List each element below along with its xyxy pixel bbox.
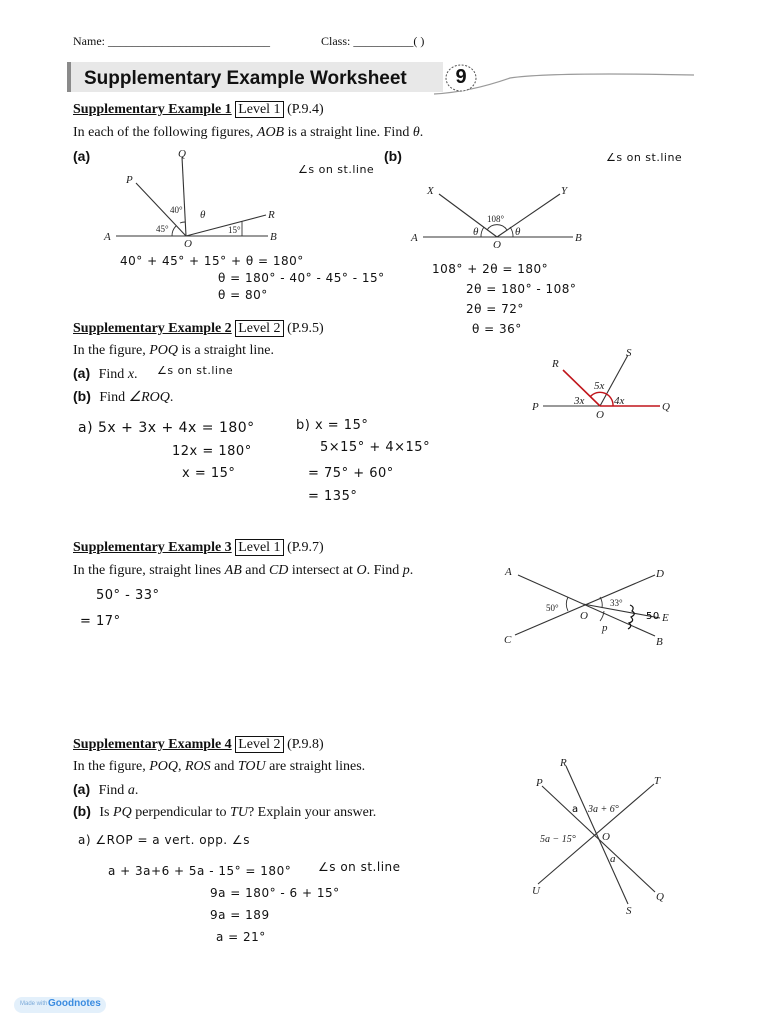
ex3-q-p: p [402,563,410,578]
ex4-q-poq: POQ [149,759,178,774]
ex1-q-aob: AOB [256,125,285,140]
fig4-angle-5a15: 5a − 15° [540,834,576,845]
ex4-part-b-mid: perpendicular to [131,805,231,820]
ex2-part-b [73,388,173,406]
ex4-ref: (P.9.8) [287,737,324,752]
class-field-label: Class: __________( ) [321,34,425,48]
ex1-figure-b [405,180,595,252]
fig1b-angle-theta2: θ [515,226,521,238]
ex2-part-a-text: Find [98,367,128,382]
ex1-question [73,125,423,141]
ex2-level: Level 2 [235,320,283,337]
ex1b-hw-line4: θ = 36° [472,322,522,336]
ex4-level: Level 2 [235,736,283,753]
ex1-q-end: . [419,125,424,140]
fig4-angle-3a6: 3a + 6° [588,804,619,815]
goodnotes-logo-text: Goodnotes [48,998,101,1009]
ex4-q-tou: TOU [237,759,266,774]
ex2a-hw-line2: 12x = 180° [172,444,252,459]
fig1a-label-p: P [126,174,133,186]
ex1-heading [73,102,324,118]
ex3-q-ab: AB [224,563,242,578]
ray-or [186,215,266,236]
ex4-hw-line3: 9a = 180° - 6 + 15° [210,886,340,900]
ex1-part-b-label: (b) [384,148,402,164]
ex1b-hw-line2: 2θ = 180° - 108° [466,282,577,296]
ex4-q-and: and [210,759,238,774]
ex1a-hw-reason: ∠s on st.line [298,163,375,176]
ex3-level: Level 1 [235,539,283,556]
ex2-part-b-text: Find [99,390,129,405]
ex2b-hw-line3: = 75° + 60° [308,466,394,481]
ex4-hw-line4: 9a = 189 [210,908,270,922]
fig1a-angle-40: 40° [170,205,183,215]
fig4-label-p: P [536,777,543,789]
ex4-question [73,759,365,775]
ex4-hw-line1: a) ∠ROP = a vert. opp. ∠s [78,833,250,847]
fig1a-label-q: Q [178,148,186,160]
ex4-part-a-var: a [127,783,135,798]
ex2-hw-reason: ∠s on st.line [157,364,234,377]
fig4-label-s: S [626,905,632,917]
ex3-q-text: In the figure, straight lines [73,563,225,578]
worksheet-title: Supplementary Example Worksheet [84,68,407,89]
ex3-q-find: . Find [366,563,403,578]
ex2-part-b-end: . [169,390,174,405]
fig4-angle-a-top: a [572,804,579,815]
fig4-label-q: Q [656,891,664,903]
ray-oq [182,157,186,236]
ex2-title: Supplementary Example 2 [73,321,232,336]
fig2-label-p: P [532,401,539,413]
ex1-part-a-label: (a) [73,148,91,164]
ray-oy [497,194,560,237]
ex4-q-end: are straight lines. [265,759,366,774]
fig1b-angle-108: 108° [487,214,505,224]
fig1a-angle-45: 45° [156,224,169,234]
ex3-q-and: and [241,563,269,578]
ex4-part-a [73,781,138,799]
ex1-q-theta: θ [412,125,420,140]
fig1b-label-y: Y [561,185,568,197]
ex3-heading [73,540,324,556]
fig1a-label-r: R [268,209,275,221]
fig1b-label-a: A [411,232,418,244]
ex2-part-a-var: x [127,367,135,382]
ex2a-hw-line1: a) 5x + 3x + 4x = 180° [78,420,255,436]
ex2-question [73,343,274,359]
ex3-ref: (P.9.7) [287,540,324,555]
fig4-angle-a-bottom: a [610,853,616,865]
ex1b-hw-reason: ∠s on st.line [606,151,683,164]
fig4-label-r: R [560,757,567,769]
fig3-label-e: E [662,612,669,624]
ex3-hw-line2: = 17° [80,614,121,629]
fig3-angle-p: p [602,622,608,634]
fig2-angle-5x: 5x [594,380,605,392]
chapter-number: 9 [455,66,467,88]
fig2-label-r: R [552,358,559,370]
made-with-label: Made with [20,1001,48,1007]
ex4-part-b-end: ? Explain your answer. [247,805,377,820]
ex2b-hw-line1: b) x = 15° [296,418,369,433]
ex3-q-cd: CD [268,563,289,578]
ex2-part-a-label: (a) [73,365,91,381]
ex4-figure [520,752,680,922]
fig3-angle-33: 33° [610,598,623,608]
ex4-part-b [73,803,376,821]
ex2-part-b-var: ∠ROQ [128,390,170,405]
fig2-angle-3x: 3x [574,395,585,407]
ex4-part-b-label: (b) [73,803,91,819]
fig3-label-o: O [580,610,588,622]
ex2-part-a [73,365,138,383]
ex3-figure [500,563,690,648]
ex4-part-a-label: (a) [73,781,91,797]
line-cd [515,575,655,635]
fig3-label-a: A [505,566,512,578]
ex1-q-text: In each of the following figures, [73,125,257,140]
ex4-hw-line5: a = 21° [216,930,266,944]
ex2-part-a-end: . [134,367,138,382]
ex1a-hw-line1: 40° + 45° + 15° + θ = 180° [120,254,304,268]
ex1a-hw-line2: θ = 180° - 40° - 45° - 15° [218,271,385,285]
ex2-part-b-label: (b) [73,388,91,404]
ex1-ref: (P.9.4) [287,102,324,117]
ex4-hw-line2-reason: ∠s on st.line [318,860,401,874]
fig1b-label-b: B [575,232,582,244]
fig2-label-s: S [626,347,632,359]
ex3-q-o: O [356,563,367,578]
fig1a-label-a: A [104,231,111,243]
fig4-label-u: U [532,885,540,897]
fig4-label-o: O [602,831,610,843]
ex1-q-text2: is a straight line. Find [284,125,413,140]
fig3-angle-50: 50° [546,603,559,613]
fig2-label-q: Q [662,401,670,413]
ex2-q-end: is a straight line. [177,343,275,358]
ex2-figure [528,345,678,420]
ex4-part-b-text: Is [99,805,114,820]
ex2-q-poq: POQ [149,343,178,358]
ex4-q-comma: , [177,759,185,774]
ex4-part-a-text: Find [98,783,128,798]
ex4-part-a-end: . [134,783,139,798]
ex3-title: Supplementary Example 3 [73,540,232,555]
fig3-label-b: B [656,636,663,648]
ex3-question [73,563,413,579]
fig1b-angle-theta1: θ [473,226,479,238]
ex4-q-text: In the figure, [73,759,150,774]
fig1b-label-x: X [427,185,434,197]
fig3-label-c: C [504,634,512,646]
ex4-part-b-pq: PQ [113,805,132,820]
ex1b-hw-line3: 2θ = 72° [466,302,524,316]
ex2b-hw-line4: = 135° [308,489,358,504]
ex3-q-end: . [409,563,414,578]
ex4-hw-line2: a + 3a+6 + 5a - 15° = 180° [108,864,292,878]
ex2-q-text: In the figure, [73,343,150,358]
ex3-q-mid: intersect at [288,563,357,578]
ex3-hw-line1: 50° - 33° [96,588,160,603]
ex1-title: Supplementary Example 1 [73,102,232,117]
fig1b-label-o: O [493,239,501,251]
fig4-label-t: T [654,775,661,787]
ex1-level: Level 1 [235,101,283,118]
ex2a-hw-line3: x = 15° [182,466,236,481]
ex2b-hw-line2: 5×15° + 4×15° [320,440,431,455]
ex1a-hw-line3: θ = 80° [218,288,268,302]
fig1a-angle-theta: θ [200,209,206,221]
hw-brace [628,605,634,629]
ex2-heading [73,321,324,337]
ex4-heading [73,737,324,753]
ex4-q-ros: ROS [184,759,211,774]
ex1b-hw-line1: 108° + 2θ = 180° [432,262,549,276]
fig1a-label-o: O [184,238,192,250]
ex4-part-b-tu: TU [230,805,248,820]
fig3-hw-50: 50 [646,611,660,622]
ex4-title: Supplementary Example 4 [73,737,232,752]
fig3-label-d: D [656,568,664,580]
fig2-angle-4x: 4x [614,395,625,407]
fig2-label-o: O [596,409,604,420]
fig1a-angle-15: 15° [228,225,241,235]
ex1-figure-a [96,145,286,250]
name-field-label: Name: ___________________________ [73,34,270,48]
fig1a-label-b: B [270,231,277,243]
ex2-ref: (P.9.5) [287,321,324,336]
